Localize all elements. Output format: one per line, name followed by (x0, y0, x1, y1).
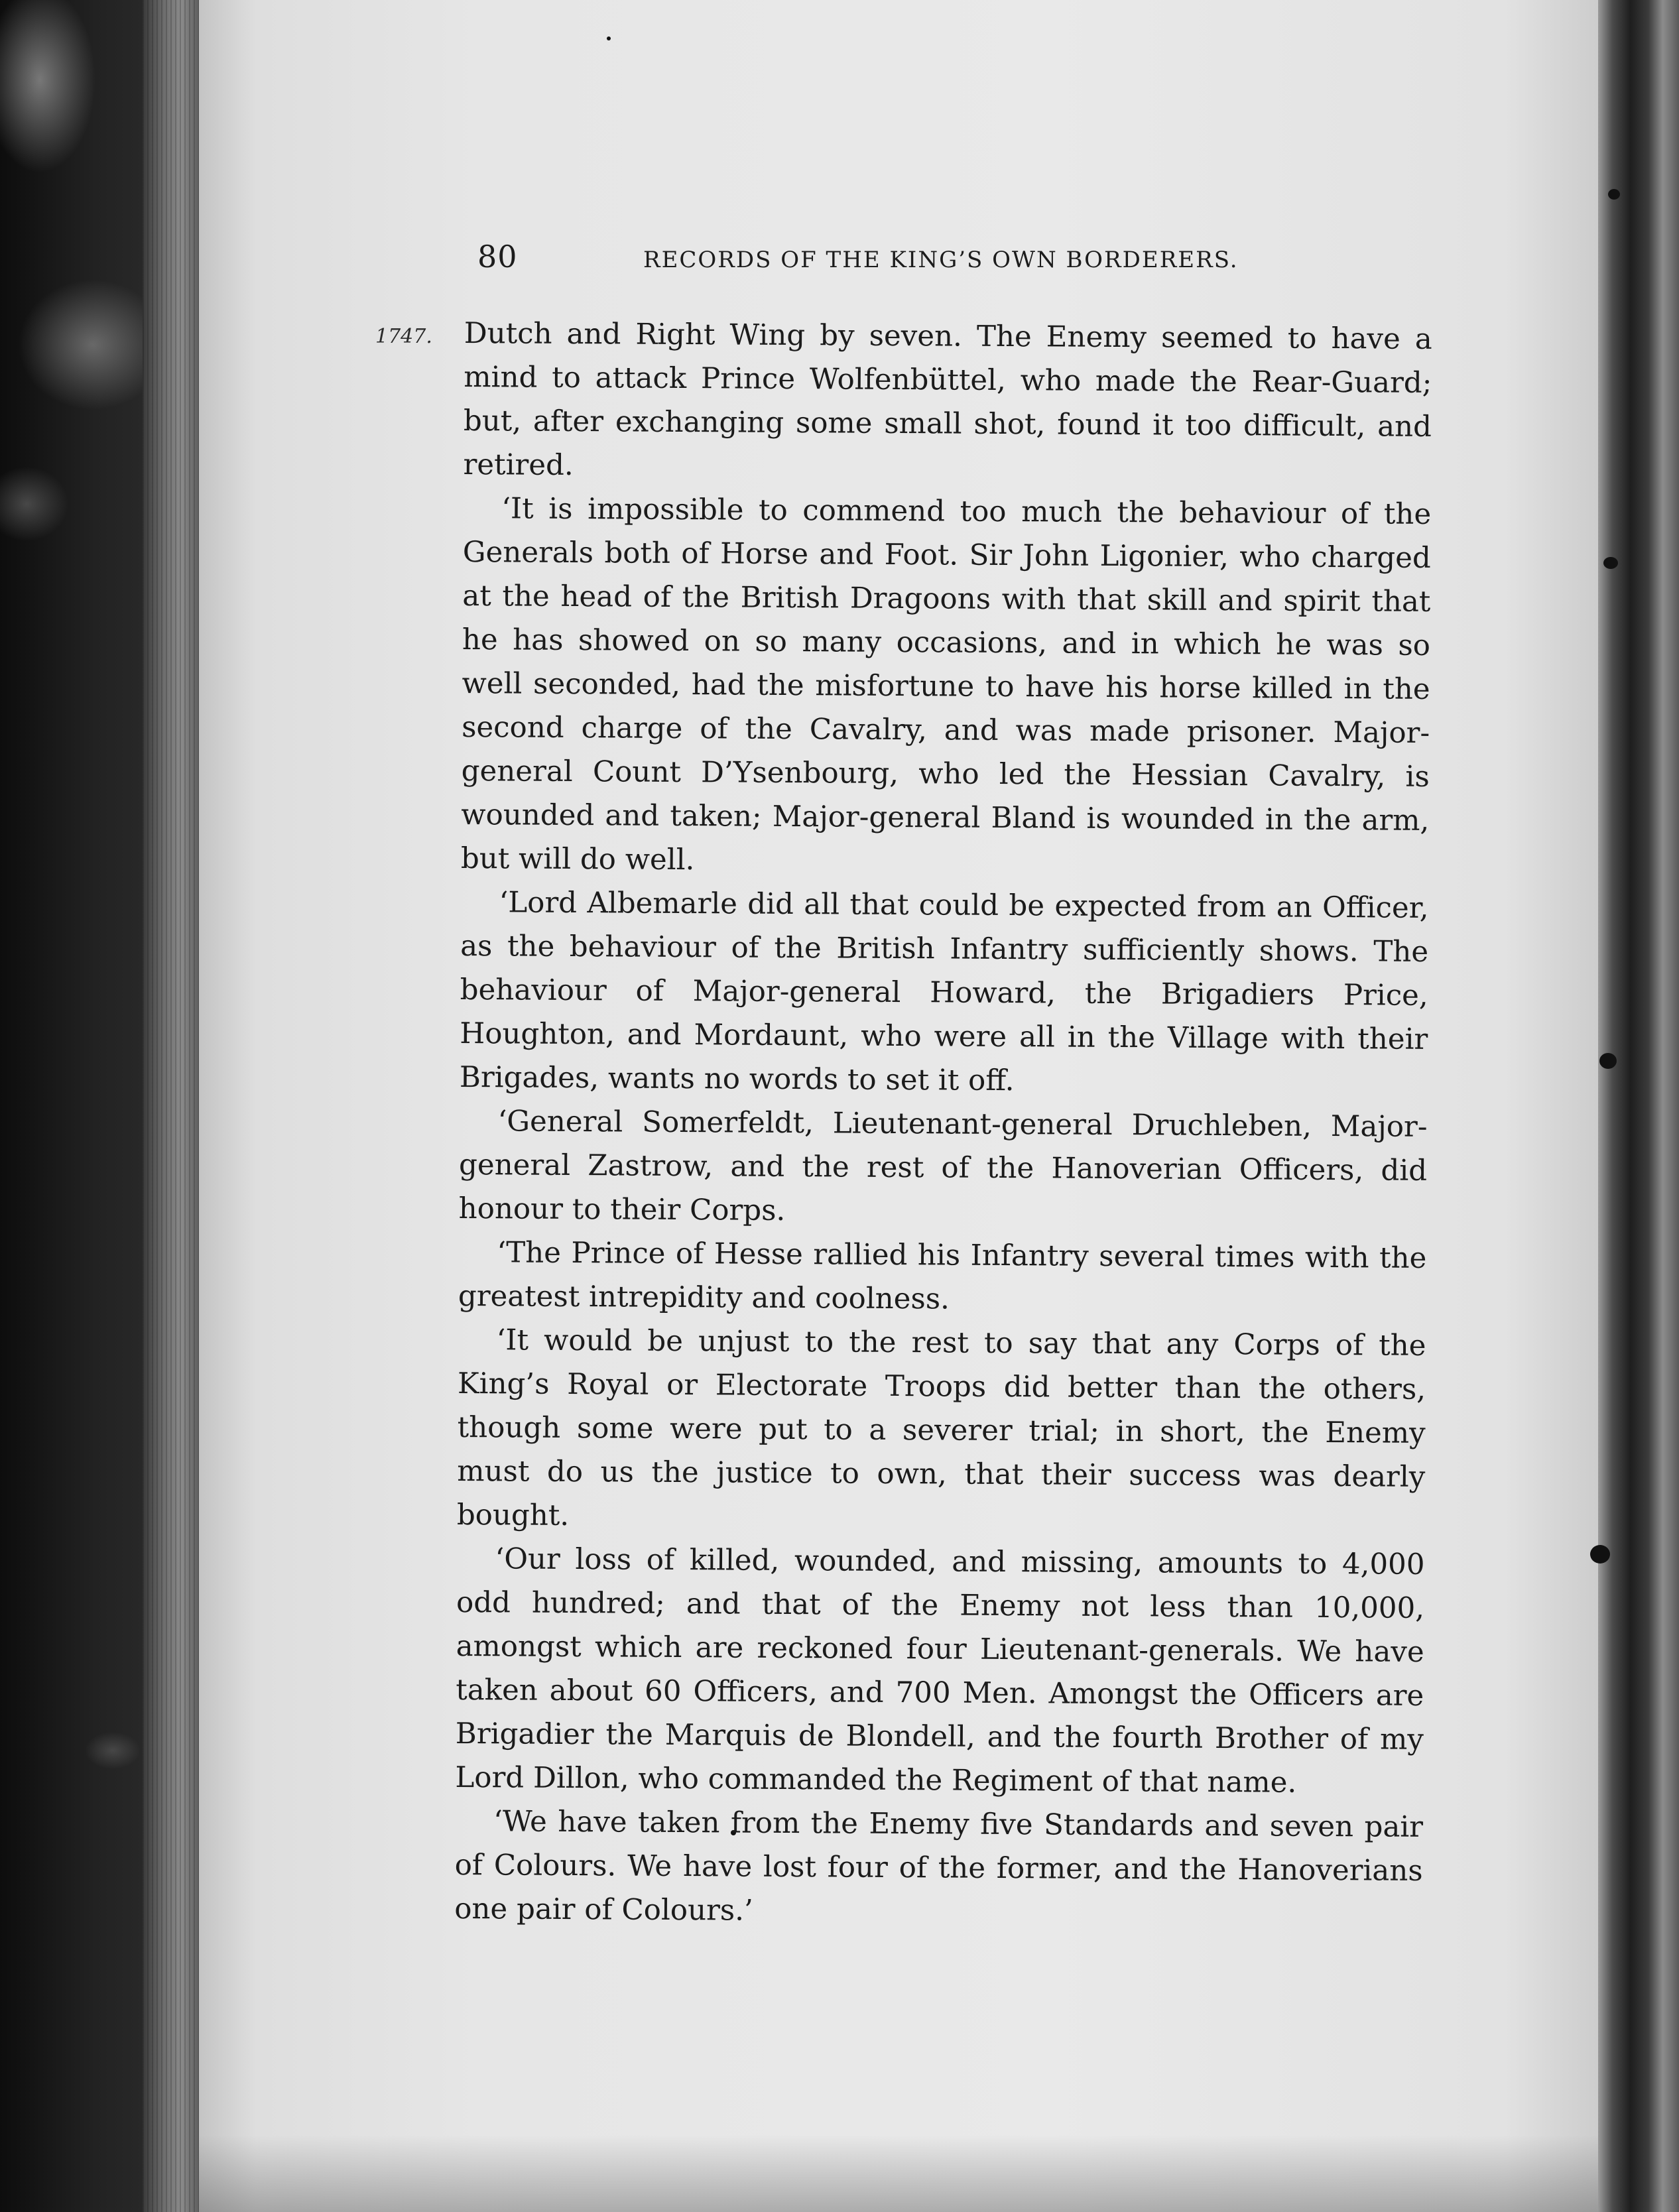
paragraph: ‘The Prince of Hesse rallied his Infantry several times with the greatest intrepidity and coolness. (458, 1236, 1427, 1316)
margin-year: 1747. (375, 325, 432, 348)
paragraph: ‘Our loss of killed, wounded, and missing, amounts to 4,000 odd hundred; and that of the Enemy not less than 10,000, amongst which are reckoned four Lieutenant-generals. We have taken about 60 Officers, and 700 Men. Amongst the Officers are Brigadier the Marquis de Blondell, and the fourth Brother of my Lord Dillon, who commanded the Regiment of that name. (455, 1542, 1425, 1800)
page-number: 80 (477, 239, 518, 275)
ink-speck (607, 36, 611, 40)
paragraph: Dutch and Right Wing by seven. The Enemy seemed to have a mind to attack Prince Wolfenbüttel, who made the Rear-Guard; but, after exchanging some small shot, found it too difficult, and retired. (463, 316, 1432, 483)
page-bottom-shadow (199, 2135, 1618, 2212)
book-gutter (1598, 0, 1679, 2212)
paragraph: ‘General Somerfeldt, Lieutenant-general Druchleben, Major-general Zastrow, and the rest of the Hanoverian Officers, did honour to their Corps. (458, 1105, 1428, 1227)
scan-background (0, 0, 159, 2212)
paragraph: ‘It is impossible to commend too much the behaviour of the Generals both of Horse and Foot. Sir John Ligonier, who charged at the head of the British Dragoons with that skill and spirit that he has showed on so many occasions, and in which he was so well seconded, had the misfortune to have his horse killed in the second charge of the Cavalry, and was made prisoner. Major-general Count D’Ysenbourg, who led the Hessian Cavalry, is wounded and taken; Major-general Bland is wounded in the arm, but will do well. (460, 492, 1432, 877)
running-head (477, 239, 1406, 285)
paragraph: ‘Lord Albemarle did all that could be expected from an Officer, as the behaviour of the British Infantry sufficiently shows. The behaviour of Major-general Howard, the Brigadiers Price, Houghton, and Mordaunt, who were all in the Village with their Brigades, wants no words to set it off. (459, 886, 1429, 1098)
body-text (454, 312, 1432, 1937)
ink-speck (1608, 189, 1620, 200)
paragraph: ‘It would be unjust to the rest to say that any Corps of the King’s Royal or Electorate Troops did better than the others, though some were put to a severer trial; in short, the Enemy must do us the justice to own, that their success was dearly bought. (456, 1323, 1426, 1532)
paragraph: ‘We have taken from the Enemy five Standards and seven pair of Colours. We have lost four of the former, and the Hanoverians one pair of Colours.’ (454, 1805, 1424, 1928)
ink-speck (1590, 1545, 1610, 1564)
running-head-title: RECORDS OF THE KING’S OWN BORDERERS. (643, 247, 1239, 273)
ink-speck (1599, 1053, 1617, 1069)
ink-speck (1603, 557, 1618, 569)
